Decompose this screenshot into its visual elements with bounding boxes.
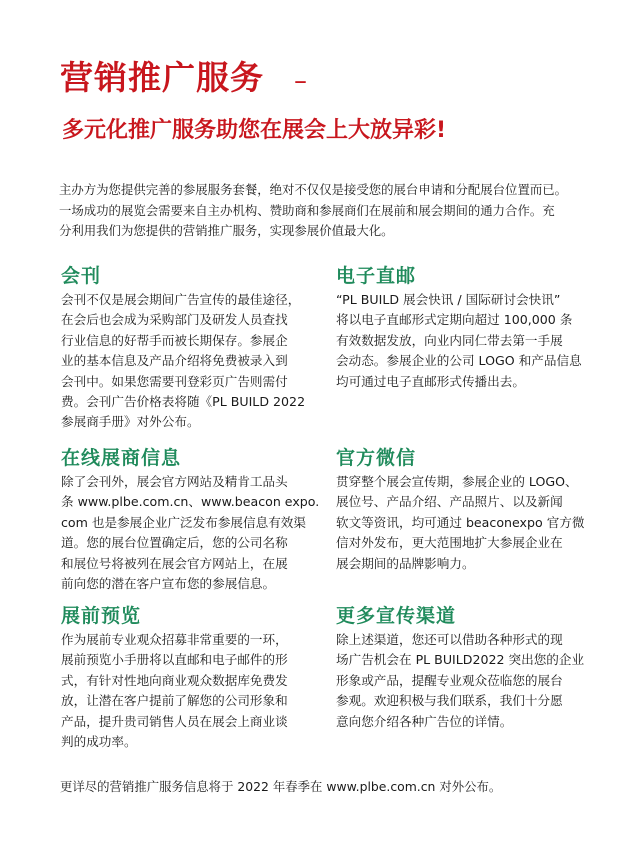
body-line: 参展商手册》对外公布。 xyxy=(61,414,200,430)
section-more-channels xyxy=(336,604,586,732)
body-line: 展会期间的品牌影响力。 xyxy=(336,555,475,571)
body-line: 软文等资讯，均可通过 beaconexpo 官方微 xyxy=(336,514,585,530)
section-online-exhibitor-info xyxy=(61,446,320,594)
body-line: 除了会刊外，展会官方网站及精肯工品头 xyxy=(61,474,288,489)
body-line: “PL BUILD 展会快讯 / 国际研讨会快讯” xyxy=(336,292,561,307)
body-line: 在会后也会成为采购部门及研发人员查找 xyxy=(61,312,288,328)
section-email-direct-mail xyxy=(336,264,586,392)
title-dash: – xyxy=(294,66,308,96)
body-line: 判的成功率。 xyxy=(61,734,137,750)
page-title xyxy=(60,58,308,101)
section-body xyxy=(61,290,311,433)
body-line: 有效数据发放，向业内同仁带去第一手展 xyxy=(336,332,563,348)
body-line: 将以电子直邮形式定期向超过 100,000 条 xyxy=(336,312,573,328)
body-line: 展位号、产品介绍、产品照片、以及新闻 xyxy=(336,494,563,510)
body-line: 均可通过电子直邮形式传播出去。 xyxy=(336,373,525,389)
body-line: 会动态。参展企业的公司 LOGO 和产品信息 xyxy=(336,353,582,369)
body-line: 和展位号将被列在展会官方网站上，在展 xyxy=(61,555,288,571)
page-title-text: 营销推广服务 xyxy=(60,58,264,97)
section-heading: 展前预览 xyxy=(61,605,142,627)
section-body xyxy=(336,472,586,574)
body-line: 前向您的潜在客户宣布您的参展信息。 xyxy=(61,576,276,592)
body-line: 贯穿整个展会宣传期，参展企业的 LOGO、 xyxy=(336,474,578,489)
intro-line: 分利用我们为您提供的营销推广服务，实现参展价值最大化。 xyxy=(59,223,394,238)
body-line: 意向您介绍各种广告位的详情。 xyxy=(336,713,513,729)
body-line: 条 www.plbe.com.cn、www.beacon expo. xyxy=(61,494,320,510)
intro-line: 一场成功的展览会需要来自主办机构、赞助商和参展商们在展前和展会期间的通力合作。充 xyxy=(59,202,555,218)
body-line: 产品，提升贵司销售人员在展会上商业谈 xyxy=(61,713,288,729)
body-line: 展前预览小手册将以直邮和电子邮件的形 xyxy=(61,652,288,668)
body-line: 除上述渠道，您还可以借助各种形式的现 xyxy=(336,632,563,647)
section-heading: 电子直邮 xyxy=(336,265,417,287)
body-line: 会刊中。如果您需要刊登彩页广告则需付 xyxy=(61,373,288,389)
body-line: 业的基本信息及产品介绍将免费被录入到 xyxy=(61,353,288,369)
section-body xyxy=(336,630,586,732)
section-pre-show-preview xyxy=(61,604,311,752)
section-heading: 更多宣传渠道 xyxy=(336,605,457,627)
body-line: com 也是参展企业广泛发布参展信息有效渠 xyxy=(61,514,306,530)
section-body xyxy=(61,630,311,752)
body-line: 式，有针对性地向商业观众数据库免费发 xyxy=(61,672,288,688)
body-line: 场广告机会在 PL BUILD2022 突出您的企业 xyxy=(336,652,585,668)
intro-line: 主办方为您提供完善的参展服务套餐，绝对不仅仅是接受您的展台申请和分配展台位置而已。 xyxy=(59,182,568,197)
body-line: 信对外发布，更大范围地扩大参展企业在 xyxy=(336,535,563,551)
body-line: 会刊不仅是展会期间广告宣传的最佳途径， xyxy=(61,292,301,307)
intro-paragraph xyxy=(59,180,619,242)
body-line: 作为展前专业观众招募非常重要的一环， xyxy=(61,632,288,647)
section-heading: 会刊 xyxy=(61,265,102,287)
section-official-wechat xyxy=(336,446,586,574)
body-line: 行业信息的好帮手而被长期保存。参展企 xyxy=(61,332,288,348)
section-heading: 在线展商信息 xyxy=(61,447,182,469)
body-line: 形象或产品，提醒专业观众莅临您的展台 xyxy=(336,672,563,688)
section-catalogue xyxy=(61,264,311,433)
section-heading: 官方微信 xyxy=(336,447,417,469)
body-line: 参观。欢迎积极与我们联系，我们十分愿 xyxy=(336,693,563,709)
body-line: 道。您的展台位置确定后，您的公司名称 xyxy=(61,535,288,551)
body-line: 放，让潜在客户提前了解您的公司形象和 xyxy=(61,693,288,709)
section-body xyxy=(61,472,320,594)
footer-note: 更详尽的营销推广服务信息将于 2022 年春季在 www.plbe.com.cn 对外公布。 xyxy=(60,779,502,794)
section-body xyxy=(336,290,586,392)
page-subtitle: 多元化推广服务助您在展会上大放异彩! xyxy=(62,118,447,143)
body-line: 费。会刊广告价格表将随《PL BUILD 2022 xyxy=(61,394,306,410)
